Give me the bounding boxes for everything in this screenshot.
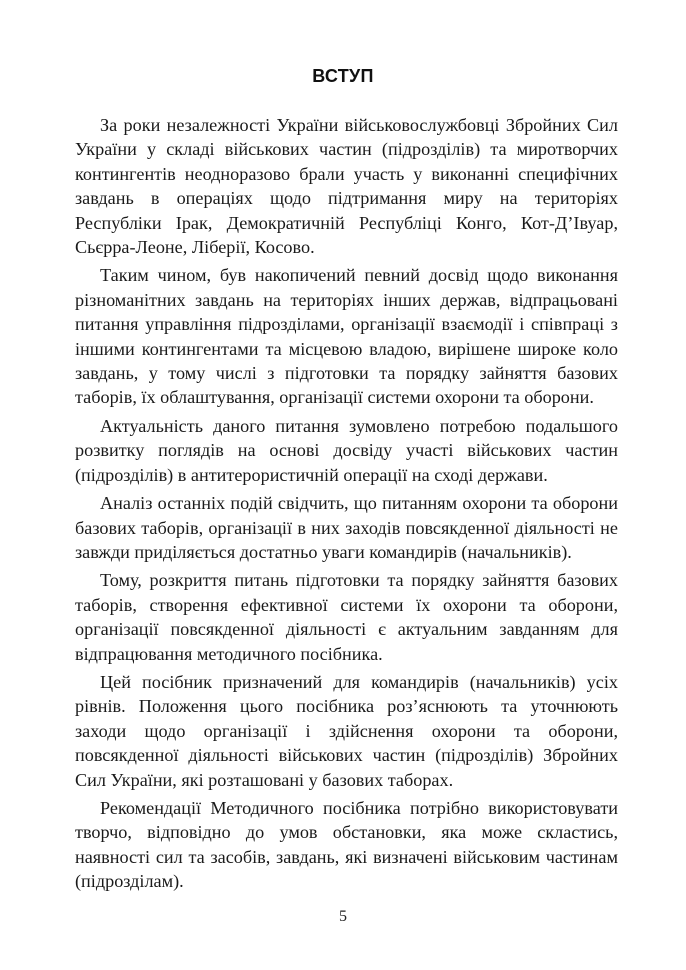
paragraph-7: Рекомендації Методичного посібника потрібно використовувати творчо, відповідно до умов обстановки, яка може скластись, наявності сил та засобів, завдань, які визначені військовим частинам (підрозділам). (75, 797, 618, 892)
body-text (75, 113, 618, 898)
paragraph-4: Аналіз останніх подій свідчить, що питанням охорони та оборони базових таборів, організації в них заходів повсякденної діяльності не завжди приділяється достатньо уваги командирів (начальників). (75, 493, 618, 562)
paragraph-6: Цей посібник призначений для командирів (начальників) усіх рівнів. Положення цього посібника роз’яснюють та уточнюють заходи щодо організації і здійснення охорони та оборони, повсякденної діяльності військових частин (підрозділів) Збройних Сил України, які розташовані у базових таборах. (75, 671, 618, 790)
section-heading: ВСТУП (312, 66, 374, 86)
paragraph-2: Таким чином, був накопичений певний досвід щодо виконання різноманітних завдань на територіях інших держав, відпрацьовані питання управління підрозділами, організації взаємодії і співпраці з іншими контингентами та місцевою владою, вирішене широке коло завдань, у тому числі з підготовки та порядку зайняття базових таборів, їх облаштування, організації системи охорони та оборони. (75, 265, 618, 408)
paragraph-3: Актуальність даного питання зумовлено потребою подальшого розвитку поглядів на основі досвіду участі військових частин (підрозділів) в антитерористичній операції на сході держави. (75, 415, 618, 485)
page-number: 5 (339, 908, 347, 925)
paragraph-1: За роки незалежності України військовослужбовці Збройних Сил України у складі військових частин (підрозділів) та миротворчих контингентів неодноразово брали участь у виконанні специфічних завдань в операціях щодо підтримання миру на територіях Республіки Ірак, Демократичній Республіці Конго, Кот-Д’Івуар, Сьєрра-Леоне, Ліберії, Косово. (75, 115, 618, 258)
paragraph-5: Тому, розкриття питань підготовки та порядку зайняття базових таборів, створення ефективної системи їх охорони та оборони, організації повсякденної діяльності є актуальним завданням для відпрацювання методичного посібника. (75, 570, 618, 664)
